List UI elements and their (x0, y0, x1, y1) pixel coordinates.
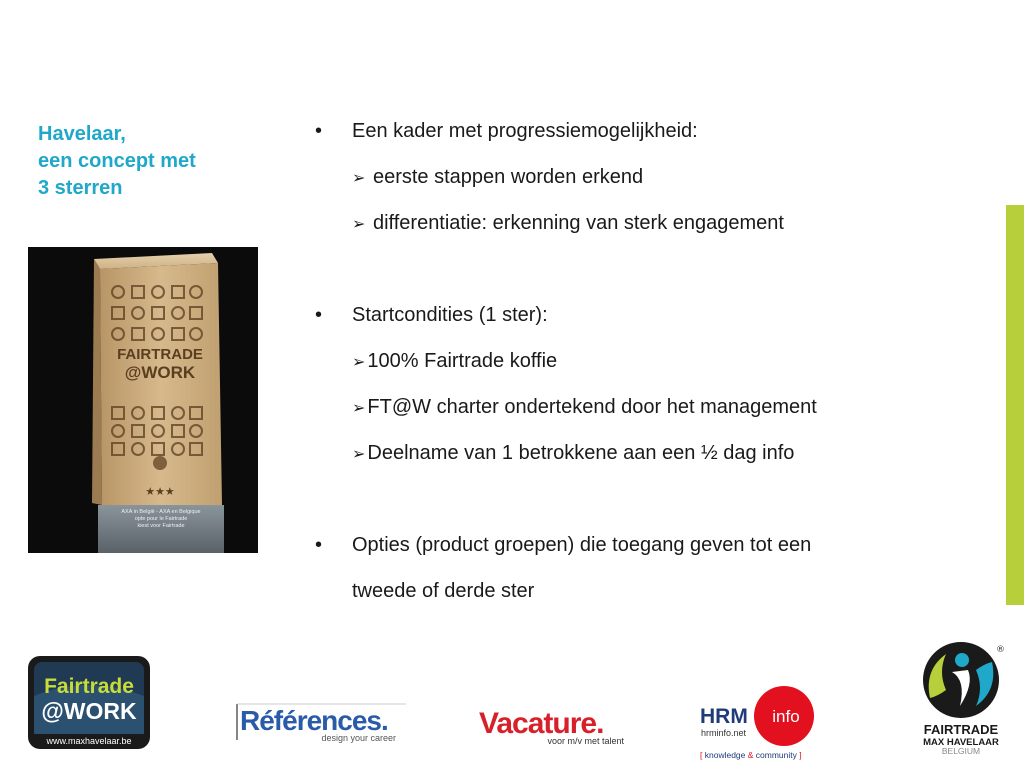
bullet-text: Opties (product groepen) die toegang geven tot een (352, 534, 812, 556)
title-line-2: een concept met (38, 150, 196, 172)
arrow-icon: ➢ (352, 216, 366, 233)
registered-mark: ® (996, 645, 1005, 655)
fairtrade-sub: MAX HAVELAAR (923, 737, 999, 748)
hrm-tagline (700, 750, 802, 760)
hrm-tagline-close: ] (796, 750, 802, 760)
title-line-3: 3 sterren (38, 177, 123, 199)
sub-item (352, 442, 794, 465)
fairtrade-word: FAIRTRADE (923, 722, 999, 737)
trophy-illustration (28, 247, 258, 553)
hrm-tagline-amp: & (745, 750, 756, 760)
accent-bar (1006, 205, 1024, 605)
bullet-text-continuation: tweede of derde ster (352, 580, 535, 602)
references-wordmark (236, 702, 408, 744)
arrow-icon: ➢ (352, 354, 366, 371)
sub-item-text: differentiatie: erkenning van sterk engagement (367, 212, 784, 234)
sub-item-text: Deelname van 1 betrokkene aan een ½ dag info (367, 442, 795, 464)
hrm-tagline-community: community (755, 750, 797, 760)
references-title: Références. (240, 705, 388, 736)
references-tagline: design your career (321, 733, 396, 743)
hrm-title: HRM (700, 705, 748, 728)
ftwork-line-2: @WORK (41, 698, 137, 724)
bullet-dot: • (315, 120, 323, 142)
sub-item (352, 350, 557, 373)
ftwork-line-1: Fairtrade (44, 675, 134, 698)
sub-item-text: 100% Fairtrade koffie (367, 350, 558, 372)
references-logo (236, 702, 408, 744)
trophy-photo (28, 247, 258, 553)
hrminfo-wordmark (698, 684, 820, 762)
hrm-tagline-open: [ (700, 750, 705, 760)
vacature-wordmark (478, 703, 646, 747)
plaque-line-1: AXA in België - AXA en Belgique (121, 509, 201, 515)
vacature-title: Vacature. (479, 707, 604, 740)
fairtrade-max-havelaar-logo (916, 640, 1006, 758)
sub-item-text: eerste stappen worden erkend (367, 166, 644, 188)
hrm-info: info (772, 707, 800, 726)
plaque-line-2: opte pour le Fairtrade (134, 516, 188, 522)
sub-item (352, 396, 817, 419)
sub-item-text: FT@W charter ondertekend door het management (367, 396, 817, 418)
hrminfo-logo (698, 684, 820, 762)
hrm-url: hrminfo.net (701, 728, 747, 738)
arrow-icon: ➢ (352, 400, 366, 417)
trophy-brand-line-1: FAIRTRADE (117, 346, 203, 363)
arrow-icon: ➢ (352, 446, 366, 463)
fairtrade-at-work-badge (28, 656, 150, 749)
bullet-dot: • (315, 304, 323, 326)
fairtrade-mark (916, 640, 1006, 758)
sub-item (352, 212, 784, 235)
fairtrade-country: BELGIUM (941, 746, 981, 756)
fairtrade-at-work-logo (28, 656, 150, 749)
vacature-logo (478, 703, 646, 747)
slide-title (38, 121, 268, 202)
trophy-stars: ★★★ (145, 485, 175, 498)
bullet-dot: • (315, 534, 323, 556)
hrm-tagline-knowledge: knowledge (704, 750, 746, 760)
ftwork-url: www.maxhavelaar.be (46, 736, 132, 746)
arrow-icon: ➢ (352, 170, 366, 187)
trophy-brand-line-2: @WORK (124, 363, 196, 382)
title-line-1: Havelaar, (38, 123, 126, 145)
vacature-tagline: voor m/v met talent (547, 736, 624, 746)
bullet-text: Een kader met progressiemogelijkheid: (352, 120, 698, 142)
sub-item (352, 166, 643, 189)
plaque-line-3: kiest voor Fairtrade (137, 523, 185, 529)
bullet-text: Startcondities (1 ster): (352, 304, 548, 326)
